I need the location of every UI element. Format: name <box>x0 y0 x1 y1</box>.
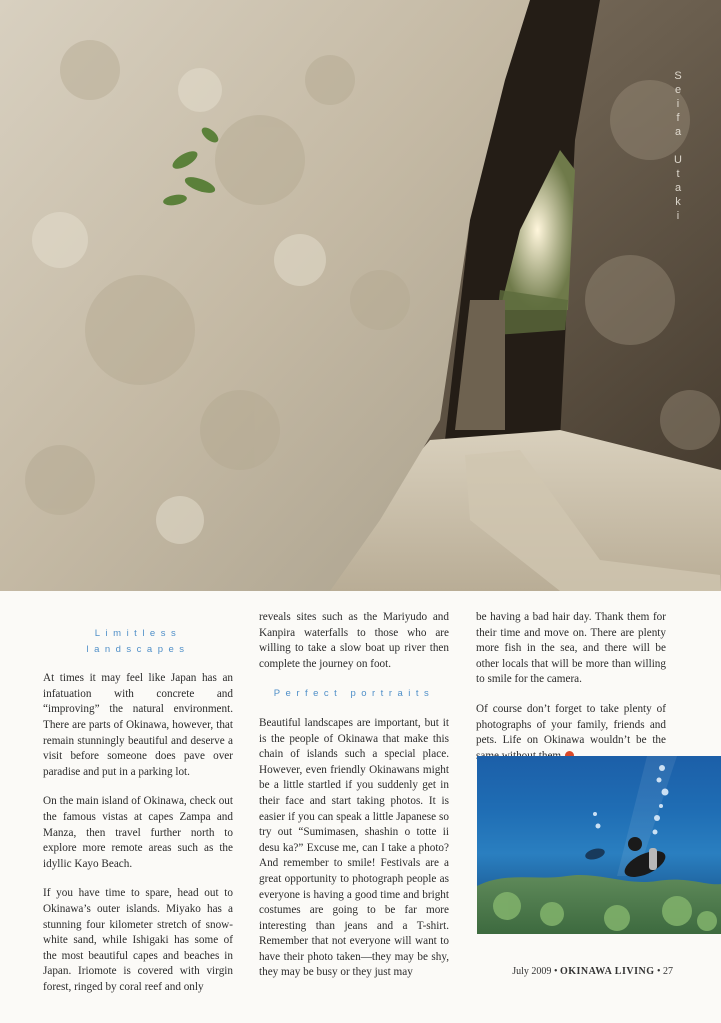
paragraph: reveals sites such as the Mariyudo and Kanpira waterfalls to those who are willing to take a slow boat up river then complete the journey on foot. <box>259 611 449 670</box>
paragraph: Beautiful landscapes are important, but it is the people of Okinawa that make this chain of islands such a special place. However, even friendly Okinawans might be a little startled if you suddenly get in their face and start taking photos. It is easier if you can speak a little Japanese so try out “Sumimasen, shashin o totte ii desu ka?” Excuse me, can I take a photo? And remember to smile! Festivals are a great opportunity to photograph people as everyone is having a good time and bright costumes are going to be far more interesting than jeans and a T-shirt. Remember that not everyone will want to have their photo taken—they may be shy, they may be busy or they just may <box>259 716 449 979</box>
diver-photo <box>477 756 721 934</box>
paragraph-closing <box>476 702 666 764</box>
article-column-3 <box>476 610 666 778</box>
issue-date: July 2009 <box>512 966 552 977</box>
page-number: 27 <box>663 966 673 977</box>
paragraph: On the main island of Okinawa, check out the famous vistas at capes Zampa and Manza, then travel further north to explore more remote areas such as the idyllic Kayo Beach. <box>43 795 233 870</box>
subhead-perfect-portraits: Perfect portraits <box>273 688 435 700</box>
paragraph-text: Of course don’t forget to take plenty of photographs of your family, friends and pets. Life on Okinawa wouldn’t be the <box>476 702 666 747</box>
paragraph: be having a bad hair day. Thank them for their time and move on. There are plenty more fish in the sea, and there will be other locals that will be more than willing to smile for the camera. <box>476 611 666 686</box>
subhead-limitless-landscapes: Limitless landscapes <box>86 628 190 655</box>
diver-illustration <box>477 756 721 934</box>
footer-separator: • <box>553 966 560 977</box>
article-column-1 <box>43 626 233 1009</box>
footer-separator: • <box>656 966 663 977</box>
page-footer <box>470 966 673 977</box>
publication-name: OKINAWA LIVING <box>559 966 655 977</box>
article-column-2 <box>259 610 449 995</box>
photo-caption-vertical: Seifa Utaki <box>672 70 684 224</box>
paragraph: At times it may feel like Japan has an infatuation with concrete and “improving” the natural environment. There are parts of Okinawa, however, that remain stunningly beautiful and deserve a visit before someone does pave over paradise and put in a parking lot. <box>43 672 233 778</box>
paragraph: If you have time to spare, head out to Okinawa’s outer islands. Miyako has a stunning four kilometer stretch of snow-white sand, while Ishigaki has some of the most beautiful capes and beaches in Japan. Iriomote is covered with virgin forest, ringed by coral reef and only <box>43 887 233 993</box>
